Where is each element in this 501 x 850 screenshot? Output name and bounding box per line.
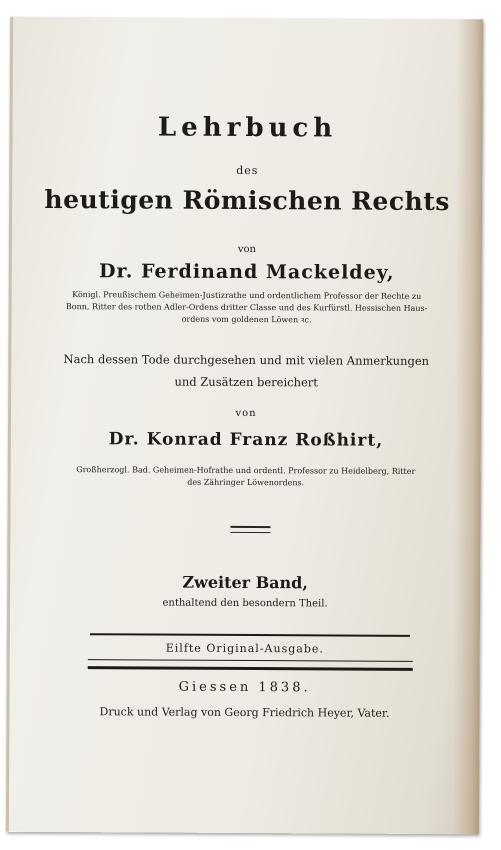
editor-affiliation-line: des Zähringer Löwenordens. [187, 477, 305, 488]
edition-label: Eilfte Original-Ausgabe. [165, 641, 324, 656]
volume-label: Zweiter Band, [182, 572, 309, 593]
revision-note-line: und Zusätzen bereichert [174, 374, 318, 390]
editor-name: Dr. Konrad Franz Roßhirt, [108, 429, 384, 451]
title-page [6, 17, 483, 834]
editor-affiliation-line: Großherzogl. Bad. Geheimen-Hofrathe und ordentl. Professor zu Heidelberg, Ritter [76, 465, 416, 476]
ornamental-rule [230, 526, 270, 533]
volume-contents: enthaltend den besondern Theil. [162, 597, 328, 610]
by-editor-label: von [235, 407, 257, 420]
by-author-label: von [237, 243, 257, 256]
revision-note-line: Nach dessen Tode durchgesehen und mit vielen Anmerkungen [63, 352, 430, 368]
edition-rule-bottom [88, 659, 413, 671]
author-affiliation-line: Königl. Preußischem Geheimen-Justizrathe und ordentlichem Professor der Rechte zu [72, 290, 422, 301]
author-affiliation-line: Bonn, Ritter des rothen Adler-Ordens dritter Classe und des Kurfürstl. Hessischen Haus- [65, 302, 428, 313]
author-name: Dr. Ferdinand Mackeldey, [99, 260, 395, 284]
place-year: Giessen 1838. [178, 679, 311, 696]
title-line-1: Lehrbuch [157, 112, 338, 144]
title-connector: des [236, 163, 259, 178]
edition-rule-top [90, 633, 410, 637]
author-affiliation-line: ordens vom goldenen Löwen ꝛc. [181, 314, 312, 325]
publisher-line: Druck und Verlag von Georg Friedrich Heyer, Vater. [99, 705, 390, 720]
title-line-2: heutigen Römischen Rechts [44, 184, 450, 217]
